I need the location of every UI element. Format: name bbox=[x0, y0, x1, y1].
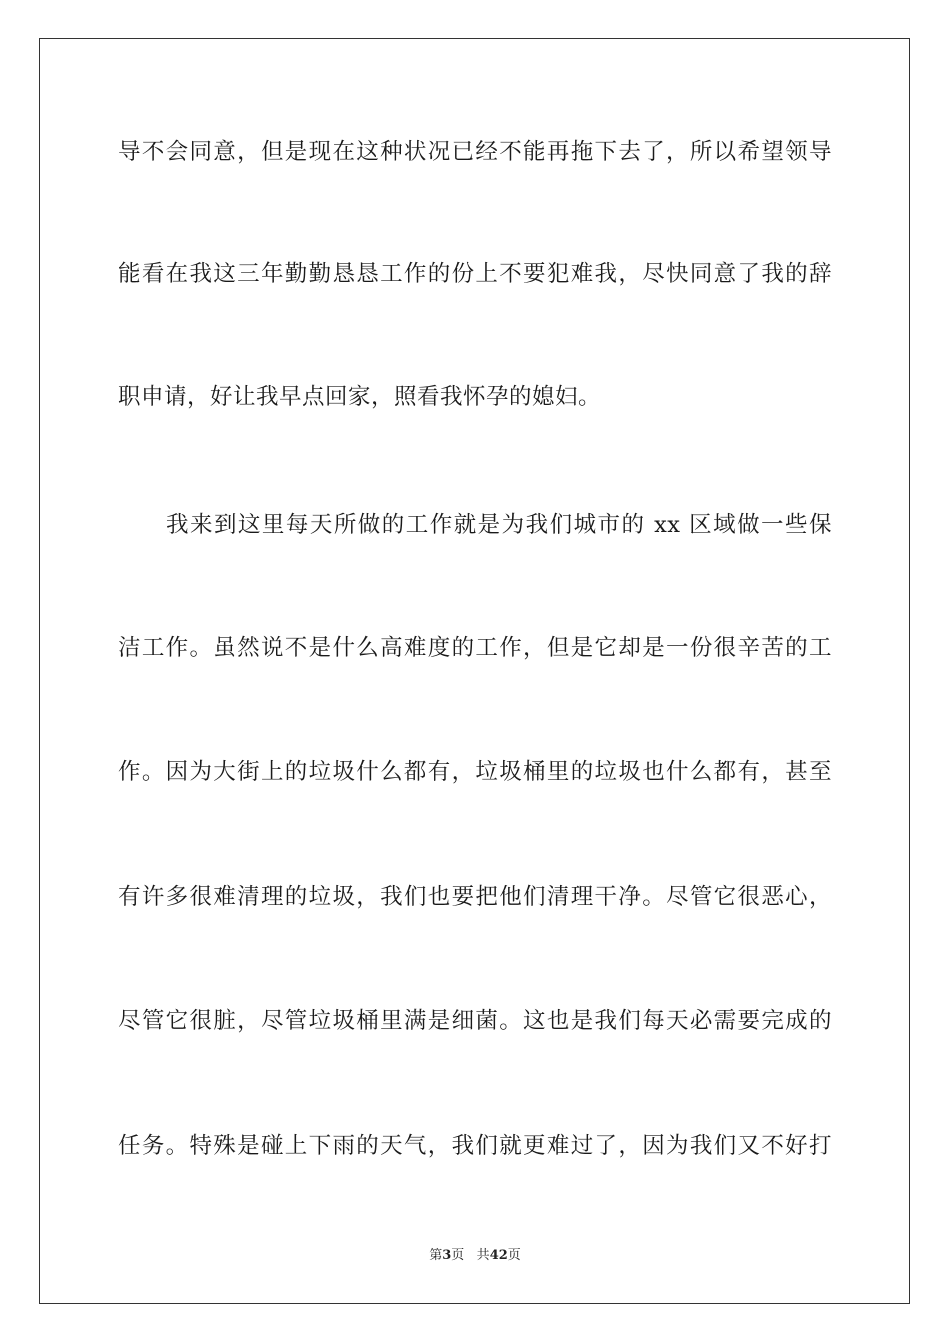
footer-page-unit: 页 bbox=[451, 1248, 465, 1263]
body-text-line-3: 职申请，好让我早点回家，照看我怀孕的媳妇。 bbox=[118, 384, 602, 410]
body-text-line-1: 导不会同意，但是现在这种状况已经不能再拖下去了，所以希望领导 bbox=[118, 139, 832, 165]
footer-total-prefix: 共 bbox=[476, 1248, 490, 1263]
current-page-number: 3 bbox=[442, 1248, 452, 1263]
page-footer bbox=[0, 1247, 950, 1265]
total-pages-number: 42 bbox=[489, 1248, 508, 1263]
body-text-line-8: 尽管它很脏，尽管垃圾桶里满是细菌。这也是我们每天必需要完成的 bbox=[118, 1008, 832, 1034]
body-text-line-6: 作。因为大街上的垃圾什么都有，垃圾桶里的垃圾也什么都有，甚至 bbox=[118, 759, 832, 785]
body-text-line-7: 有许多很难清理的垃圾，我们也要把他们清理干净。尽管它很恶心， bbox=[118, 884, 832, 910]
body-text-line-2: 能看在我这三年勤勤恳恳工作的份上不要犯难我，尽快同意了我的辞 bbox=[118, 261, 832, 287]
footer-total-unit: 页 bbox=[507, 1248, 521, 1263]
body-text-line-5: 洁工作。虽然说不是什么高难度的工作，但是它却是一份很辛苦的工 bbox=[118, 635, 832, 661]
page-border bbox=[39, 38, 910, 1304]
body-text-line-4: 我来到这里每天所做的工作就是为我们城市的 xx 区域做一些保 bbox=[166, 512, 832, 538]
footer-prefix: 第 bbox=[429, 1248, 443, 1263]
body-text-line-9: 任务。特殊是碰上下雨的天气，我们就更难过了，因为我们又不好打 bbox=[118, 1133, 832, 1159]
